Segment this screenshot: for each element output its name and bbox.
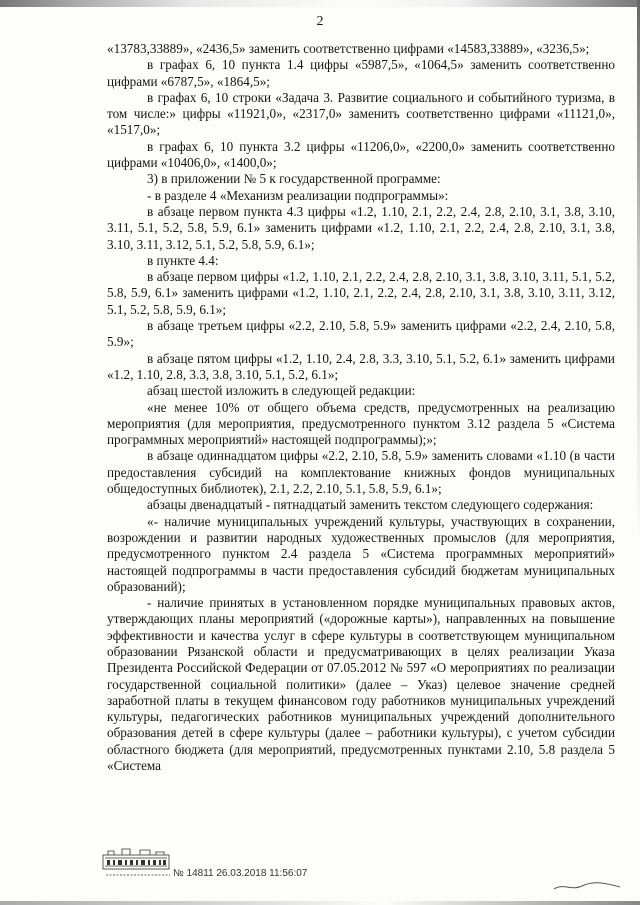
- paragraph: 3) в приложении № 5 к государственной программе:: [147, 171, 441, 187]
- paragraph: - в разделе 4 «Механизм реализации подпрограммы»:: [147, 187, 449, 203]
- paragraph: в абзаце третьем цифры «2.2, 2.10, 5.8, 5.9» заменить цифрами «2.2, 2.4, 2.10, 5.8, 5.9»;: [107, 318, 615, 350]
- paragraph: в графах 6, 10 пункта 1.4 цифры «5987,5», «1064,5» заменить соответственно цифрами «6787,5», «1864,5»;: [107, 57, 615, 89]
- handwritten-mark-icon: [552, 879, 622, 893]
- paragraph: в абзаце пятом цифры «1.2, 1.10, 2.4, 2.8, 3.3, 3.10, 5.1, 5.2, 6.1» заменить цифрами «1.2, 1.10, 2.8, 3.3, 3.8, 3.10, 5.1, 5.2, 6.1»;: [107, 350, 615, 382]
- paragraph: в абзаце первом пункта 4.3 цифры «1.2, 1.10, 2.1, 2.2, 2.4, 2.8, 2.10, 3.1, 3.8, 3.10, 3.11, 5.1, 5.2, 5.8, 5.9, 6.1» заменить цифрами «1.2, 1.10, 2.1, 2.2, 2.4, 2.8, 2.10, 3.1, 3.8, 3.10, 3.11, 3.12, 5.1, 5.2, 5.8, 5.9, 6.1»;: [107, 203, 615, 252]
- document-footer: [100, 845, 400, 890]
- paragraph: «- наличие муниципальных учреждений культуры, участвующих в сохранении, возрождении и развитии народных художественных промыслов (для мероприятия, предусмотренного пунктом 2.4 раздела 5 «Система программных мероприятий» настоящей подпрограммы в части предоставления субсидий бюджетам муниципальных образований);: [107, 513, 615, 594]
- paragraph: абзацы двенадцатый - пятнадцатый заменить текстом следующего содержания:: [147, 497, 594, 513]
- registry-stamp-icon: [100, 845, 175, 881]
- scan-edge-top: [0, 0, 640, 7]
- scan-edge-bottom: [0, 901, 640, 905]
- paragraph: «не менее 10% от общего объема средств, предусмотренных на реализацию мероприятия (для мероприятия, предусмотренного пунктом 3.12 раздела 5 «Система программных мероприятий» настоящей подпрограммы);»;: [107, 399, 615, 448]
- paragraph: в пункте 4.4:: [147, 252, 219, 268]
- page-number: 2: [316, 14, 324, 29]
- document-code: № 14811 26.03.2018 11:56:07: [173, 868, 308, 879]
- paragraph: в абзаце первом цифры «1.2, 1.10, 2.1, 2.2, 2.4, 2.8, 2.10, 3.1, 3.8, 3.10, 3.11, 5.1, 5.2, 5.8, 5.9, 6.1» заменить цифрами «1.2, 1.10, 2.1, 2.2, 2.4, 2.8, 2.10, 3.1, 3.8, 3.10, 3.11, 3.12, 5.1, 5.2, 5.8, 5.9, 6.1»;: [107, 269, 615, 317]
- paragraph: в абзаце одиннадцатом цифры «2.2, 2.10, 5.8, 5.9» заменить словами «1.10 (в части предоставления субсидий на комплектование книжных фондов муниципальных общедоступных библиотек), 2.1, 2.2, 2.10, 5.1, 5.8, 5.9, 6.1»;: [107, 448, 615, 497]
- paragraph: «13783,33889», «2436,5» заменить соответственно цифрами «14583,33889», «3236,5»;: [107, 41, 590, 56]
- paragraph: абзац шестой изложить в следующей редакции:: [147, 383, 416, 399]
- document-body: [107, 41, 615, 774]
- paragraph: в графах 6, 10 пункта 3.2 цифры «11206,0», «2200,0» заменить соответственно цифрами «10406,0», «1400,0»;: [107, 138, 615, 171]
- paragraph: в графах 6, 10 строки «Задача 3. Развитие социального и событийного туризма, в том числе:» цифры «11921,0», «2317,0» заменить соответственно цифрами «11121,0», «1517,0»;: [107, 89, 615, 138]
- paragraph: - наличие принятых в установленном порядке муниципальных правовых актов, утверждающих планы мероприятий («дорожные карты»), направленных на повышение эффективности и качества услуг в сфере культуры в соответствующем муниципальном образовании Рязанской области и предусматривающих в целях реализации Указа Президента Российской Федерации от 07.05.2012 № 597 «О мероприятиях по реализации государственной социальной политики» (далее – Указ) целевое значение средней заработной платы в текущем финансовом году работников муниципальных учреждений культуры, педагогических работников муниципальных учреждений дополнительного образования детей в сфере культуры (далее – работники культуры), с учетом субсидии областного бюджета (для мероприятий, предусмотренных пунктами 2.10, 5.8 раздела 5 «Система: [107, 595, 615, 774]
